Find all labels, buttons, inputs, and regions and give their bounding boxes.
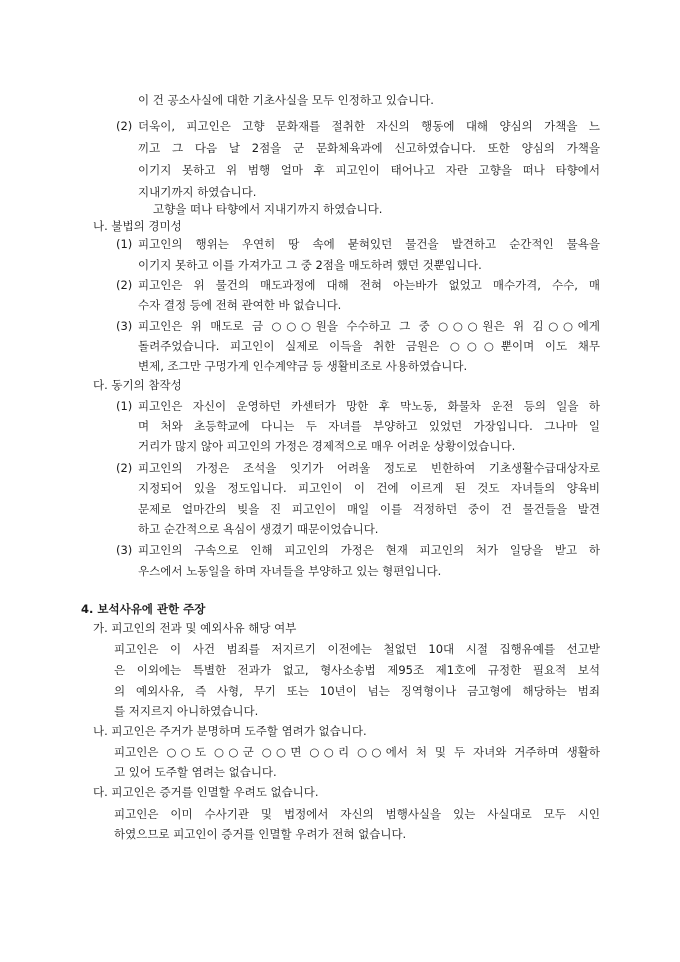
text-line: 더욱이, 피고인은 고향 문화재를 절취한 자신의 행동에 대해 양심의 가책을 느 [138, 119, 600, 133]
text-line: 의 예외사유, 즉 사형, 무기 또는 10년이 넘는 징역형이나 금고형에 해당하는 범죄 [114, 684, 600, 698]
text-line: 지내기까지 하였습니다. [138, 185, 257, 199]
text-line: 고향을 떠나 타향에서 지내기까지 하였습니다. [153, 202, 383, 216]
text-line: 며 처와 초등학교에 다니는 두 자녀를 부양하고 있었던 가장입니다. 그나마 일 [138, 419, 600, 433]
subsection-heading: 가. 피고인의 전과 및 예외사유 해당 여부 [93, 621, 297, 635]
item-number: (2) [116, 119, 133, 133]
text-line: 거리가 많지 않아 피고인의 가정은 경제적으로 매우 어려운 상황이었습니다. [138, 439, 516, 453]
text-line: 수자 결정 등에 전혀 관여한 바 없습니다. [138, 298, 342, 312]
item-number: (2) [116, 461, 133, 475]
section-heading: 다. 동기의 참작성 [93, 378, 182, 392]
text-line: 피고인의 구속으로 인해 피고인의 가정은 현재 피고인의 처가 일당을 받고 하 [138, 543, 600, 557]
subsection-heading: 나. 피고인은 주거가 분명하며 도주할 염려가 없습니다. [93, 724, 367, 738]
text-line: 피고인은 자신이 운영하던 카센터가 망한 후 막노동, 화물차 운전 등의 일을 하 [138, 399, 600, 413]
text-line: 이 건 공소사실에 대한 기초사실을 모두 인정하고 있습니다. [138, 93, 434, 107]
text-line: 문제로 얼마간의 빚을 진 피고인이 매일 이를 걱정하던 중이 건 물건들을 발견 [138, 502, 600, 516]
item-number: (1) [116, 399, 133, 413]
text-line: 은 이외에는 특별한 전과가 없고, 형사소송법 제95조 제1호에 규정한 필요적 보석 [114, 663, 600, 677]
item-number: (1) [116, 237, 133, 251]
text-line: 피고인의 가정은 조석을 잇기가 어려울 정도로 빈한하여 기초생활수급대상자로 [138, 461, 600, 475]
section-heading: 나. 불법의 경미성 [93, 219, 182, 233]
section-heading: 4. 보석사유에 관한 주장 [81, 602, 206, 616]
text-line: 변제, 조그만 구멍가게 인수계약금 등 생활비조로 사용하였습니다. [138, 359, 468, 373]
text-line: 끼고 그 다음 날 2점을 군 문화체육과에 신고하였습니다. 또한 양심의 가책을 [138, 141, 600, 155]
item-number: (2) [116, 278, 133, 292]
subsection-heading: 다. 피고인은 증거를 인멸할 우려도 없습니다. [93, 785, 319, 799]
text-line: 피고인은 위 물건의 매도과정에 대해 전혀 아는바가 없었고 매수가격, 수수, 매 [138, 278, 600, 292]
item-number: (3) [116, 543, 133, 557]
text-line: 피고인의 행위는 우연히 땅 속에 묻혀있던 물건을 발견하고 순간적인 물욕을 [138, 237, 600, 251]
item-number: (3) [116, 319, 133, 333]
text-line: 이기지 못하고 이를 가져가고 그 중 2점을 매도하려 했던 것뿐입니다. [138, 258, 482, 272]
text-line: 피고인은 위 매도로 금 ○○○원을 수수하고 그 중 ○○○원은 위 김○○에게 [138, 319, 600, 333]
text-line: 우스에서 노동일을 하며 자녀들을 부양하고 있는 형편입니다. [138, 564, 442, 578]
text-line: 고 있어 도주할 염려는 없습니다. [114, 765, 277, 779]
text-line: 피고인은 ○○도 ○○군 ○○면 ○○리 ○○에서 처 및 두 자녀와 거주하며 생활하 [114, 745, 600, 759]
text-line: 하고 순간적으로 욕심이 생겼기 때문이었습니다. [138, 522, 379, 536]
text-line: 이기지 못하고 위 범행 얼마 후 피고인이 태어나고 자란 고향을 떠나 타향에서 [138, 163, 600, 177]
text-line: 피고인은 이미 수사기관 및 법정에서 자신의 범행사실을 있는 사실대로 모두 시인 [114, 807, 600, 821]
text-line: 하였으므로 피고인이 증거를 인멸할 우려가 전혀 없습니다. [114, 827, 407, 841]
text-line: 지정되어 있을 정도입니다. 피고인이 이 건에 이르게 된 것도 자녀들의 양육비 [138, 481, 600, 495]
text-line: 피고인은 이 사건 범죄를 저지르기 이전에는 철없던 10대 시절 집행유예를 선고받 [114, 642, 600, 656]
text-line: 돌려주었습니다. 피고인이 실제로 이득을 취한 금원은 ○○○뿐이며 이도 채무 [138, 339, 600, 353]
text-line: 를 저지르지 아니하였습니다. [114, 704, 259, 718]
